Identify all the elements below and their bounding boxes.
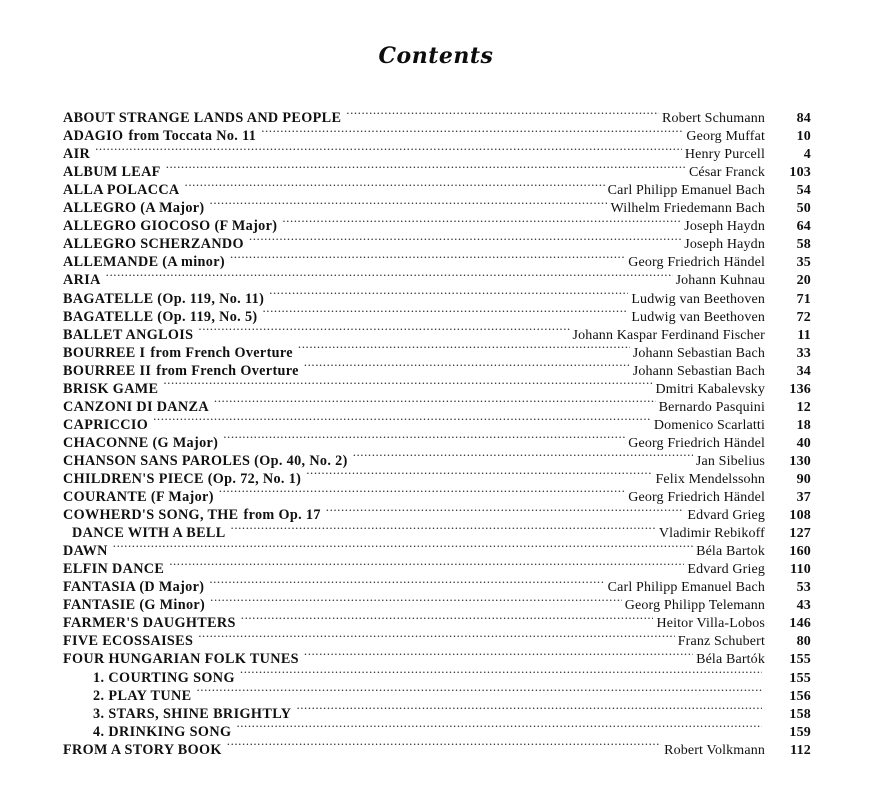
dot-leader [240,663,762,681]
dot-leader [210,194,608,212]
dot-leader [304,645,693,663]
dot-leader [219,483,625,501]
entry-title: FROM A STORY BOOK [63,741,222,758]
entry-composer: Béla Bartók [696,652,765,668]
entry-page-number: 90 [796,471,811,487]
entry-page-number: 72 [796,309,811,325]
entry-title: DAWN [63,543,108,560]
entry-composer: Bernardo Pasquini [658,399,765,415]
entry-title: 4. DRINKING SONG [93,723,232,740]
entry-page-number: 64 [796,219,811,235]
entry-composer: Heitor Villa-Lobos [656,616,765,632]
entry-title: BAGATELLE (Op. 119, No. 5) [63,308,258,325]
entry-composer: Felix Mendelssohn [655,471,765,487]
entry-title: ABOUT STRANGE LANDS AND PEOPLE [63,110,342,127]
entry-title: CHACONNE (G Major) [63,434,219,451]
entry-title-source: from Toccata No. 11 [128,128,257,145]
entry-composer: Georg Muffat [686,129,765,145]
dot-leader [95,140,682,158]
page-title: Contents [378,43,494,69]
entry-composer: Béla Bartok [696,544,765,560]
entry-title: BOURREE II [63,362,152,379]
entry-title: BRISK GAME [63,380,159,397]
dot-leader [353,447,693,465]
dot-leader [236,718,762,736]
entry-composer: César Franck [688,165,765,181]
entry-composer: Ludwig van Beethoven [631,309,765,325]
entry-page-number: 71 [796,291,811,307]
dot-leader [230,248,625,266]
dot-leader [169,555,684,573]
dot-leader [185,176,605,194]
dot-leader [269,284,628,302]
dot-leader [282,212,681,230]
entry-page-number: 4 [803,147,811,163]
entry-title: CHANSON SANS PAROLES (Op. 40, No. 2) [63,452,348,469]
entry-page-number: 159 [789,724,811,740]
dot-leader [296,700,762,718]
entry-page-number: 43 [796,598,811,614]
entry-title: 2. PLAY TUNE [93,687,192,704]
entry-composer: Joseph Haydn [684,219,765,235]
dot-leader [326,501,685,519]
entry-title: AIR [63,146,91,163]
dot-leader [298,339,630,357]
entry-page-number: 33 [796,345,811,361]
entry-composer: Jan Sibelius [695,453,765,469]
entry-title: CANZONI DI DANZA [63,398,209,415]
entry-page-number: 34 [796,363,811,379]
entry-composer: Henry Purcell [684,147,765,163]
dot-leader [214,393,656,411]
entry-page-number: 103 [789,165,811,181]
entry-title: COURANTE (F Major) [63,489,214,506]
entry-page-number: 155 [789,652,811,668]
entry-title-source: from Op. 17 [243,507,321,524]
dot-leader [198,627,675,645]
entry-page-number: 58 [796,237,811,253]
entry-page-number: 18 [796,417,811,433]
entry-composer: Robert Schumann [662,111,765,127]
entry-title: ADAGIO [63,128,124,145]
entry-composer: Georg Friedrich Händel [628,435,765,451]
entry-composer: Johann Sebastian Bach [632,345,765,361]
entry-title: CAPRICCIO [63,416,149,433]
entry-page-number: 54 [796,183,811,199]
entry-page-number: 160 [789,544,811,560]
entry-title: BAGATELLE (Op. 119, No. 11) [63,290,265,307]
dot-leader [227,736,661,754]
dot-leader [346,104,659,122]
entry-page-number: 40 [796,435,811,451]
entry-page-number: 110 [790,562,811,578]
entry-composer: Johann Kuhnau [675,273,765,289]
entry-page-number: 146 [789,616,811,632]
entry-composer: Carl Philipp Emanuel Bach [607,580,765,596]
entry-page-number: 11 [797,327,811,343]
entry-composer: Vladimir Rebikoff [658,526,765,542]
dot-leader [113,537,693,555]
entry-page-number: 53 [796,580,811,596]
entry-page-number: 108 [789,508,811,524]
entry-composer: Franz Schubert [677,634,765,650]
entry-page-number: 156 [789,688,811,704]
dot-leader [163,375,652,393]
entry-title: COWHERD'S SONG, THE [63,507,239,524]
entry-title: FOUR HUNGARIAN FOLK TUNES [63,651,299,668]
dot-leader [166,158,686,176]
entry-composer: Joseph Haydn [684,237,765,253]
entry-page-number: 35 [796,255,811,271]
table-of-contents-list [63,104,811,758]
entry-page-number: 130 [789,453,811,469]
entry-composer: Ludwig van Beethoven [631,291,765,307]
entry-title: BOURREE I [63,344,146,361]
entry-composer: Johann Sebastian Bach [632,363,765,379]
entry-title: DANCE WITH A BELL [72,525,226,542]
entry-title: FARMER'S DAUGHTERS [63,615,236,632]
entry-title: ALLEGRO GIOCOSO (F Major) [63,218,278,235]
entry-title: ALBUM LEAF [63,164,161,181]
entry-title: ELFIN DANCE [63,561,165,578]
entry-title: ALLA POLACCA [63,182,180,199]
dot-leader [263,303,629,321]
entry-title: CHILDREN'S PIECE (Op. 72, No. 1) [63,470,302,487]
entry-composer: Georg Friedrich Händel [628,255,765,271]
dot-leader [249,230,681,248]
entry-page-number: 37 [796,490,811,506]
entry-title: FANTASIE (G Minor) [63,597,206,614]
entry-page-number: 80 [796,634,811,650]
entry-title: BALLET ANGLOIS [63,326,194,343]
entry-composer: Domenico Scarlatti [653,417,765,433]
entry-page-number: 10 [796,129,811,145]
dot-leader [209,573,604,591]
dot-leader [197,682,763,700]
dot-leader [304,357,630,375]
entry-title: 1. COURTING SONG [93,669,235,686]
entry-page-number: 155 [789,670,811,686]
entry-title: 3. STARS, SHINE BRIGHTLY [93,705,292,722]
entry-title-source: from French Overture [156,362,299,379]
entry-title: ARIA [63,272,101,289]
entry-composer: Georg Philipp Telemann [624,598,765,614]
entry-title: ALLEGRO (A Major) [63,200,205,217]
dot-leader [241,609,654,627]
toc-entry[interactable] [63,104,811,127]
entry-title: ALLEGRO SCHERZANDO [63,236,244,253]
entry-page-number: 12 [796,399,811,415]
entry-title: FANTASIA (D Major) [63,579,205,596]
entry-composer: Edvard Grieg [687,508,765,524]
dot-leader [210,591,622,609]
entry-composer: Carl Philipp Emanuel Bach [607,183,765,199]
dot-leader [198,321,569,339]
entry-page-number: 112 [790,742,811,758]
entry-composer: Wilhelm Friedemann Bach [610,201,765,217]
entry-page-number: 50 [796,201,811,217]
entry-composer: Dmitri Kabalevsky [655,381,765,397]
entry-composer: Robert Volkmann [664,742,765,758]
dot-leader [153,411,651,429]
dot-leader [106,266,673,284]
entry-page-number: 20 [796,273,811,289]
entry-composer: Edvard Grieg [687,562,765,578]
entry-title: FIVE ECOSSAISES [63,633,194,650]
entry-page-number: 158 [789,706,811,722]
dot-leader [306,465,652,483]
entry-title: ALLEMANDE (A minor) [63,254,225,271]
entry-page-number: 84 [796,111,811,127]
entry-composer: Georg Friedrich Händel [628,490,765,506]
entry-title-source: from French Overture [150,344,293,361]
entry-page-number: 136 [789,381,811,397]
entry-composer: Johann Kaspar Ferdinand Fischer [572,327,765,343]
dot-leader [231,519,656,537]
dot-leader [223,429,625,447]
dot-leader [261,122,683,140]
entry-page-number: 127 [789,526,811,542]
